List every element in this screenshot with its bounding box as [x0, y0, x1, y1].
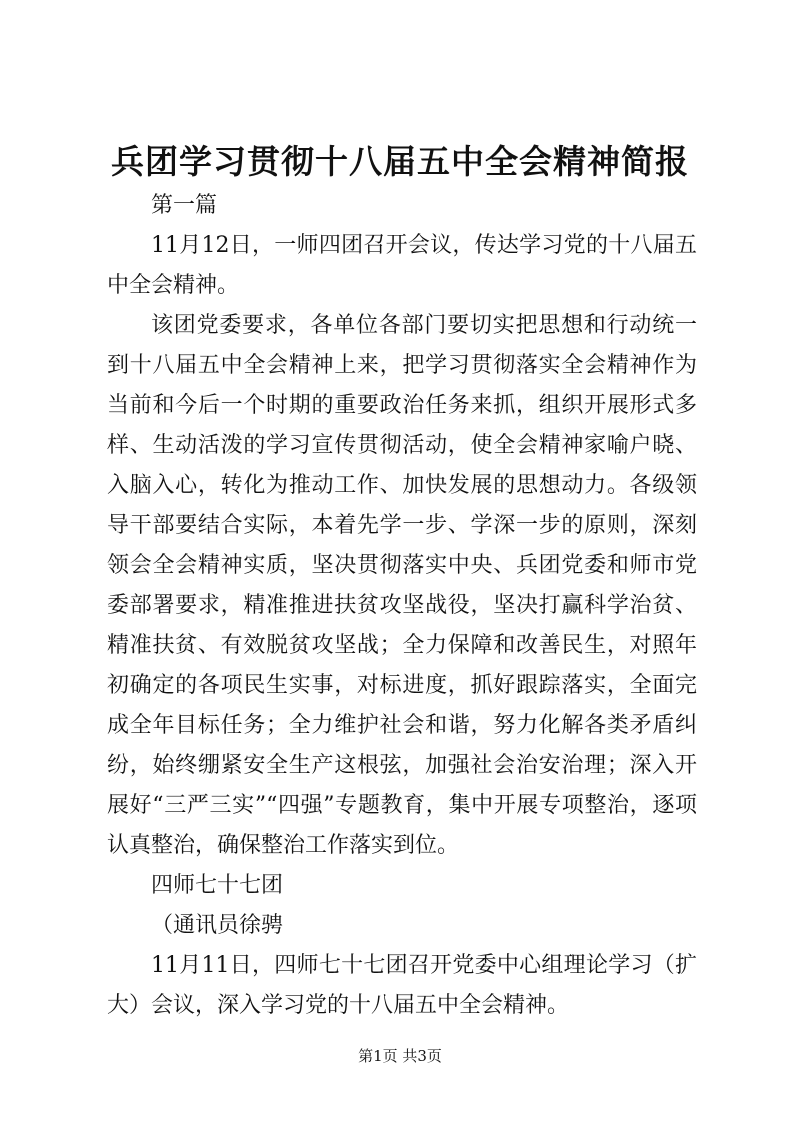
unit-name: 四师七十七团 [151, 873, 284, 898]
page-footer: 第1页 共3页 [358, 1047, 442, 1065]
body-paragraph: 11月11日，四师七十七团召开党委中心组理论学习（扩大）会议，深入学习党的十八届五中全会精神。 [107, 953, 697, 1018]
section-heading: 第一篇 [151, 193, 218, 218]
body-paragraph: 11月12日，一师四团召开会议，传达学习党的十八届五中全会精神。 [107, 233, 697, 298]
correspondent-line: （通讯员徐骋 [151, 913, 284, 938]
document-title: 兵团学习贯彻十八届五中全会精神简报 [111, 142, 689, 181]
document-body [107, 186, 697, 1026]
body-paragraph: 该团党委要求，各单位各部门要切实把思想和行动统一到十八届五中全会精神上来，把学习贯彻落实全会精神作为当前和今后一个时期的重要政治任务来抓，组织开展形式多样、生动活泼的学习宣传贯彻活动，使全会精神家喻户晓、入脑入心，转化为推动工作、加快发展的思想动力。各级领导干部要结合实际，本着先学一步、学深一步的原则，深刻领会全会精神实质，坚决贯彻落实中央、兵团党委和师市党委部署要求，精准推进扶贫攻坚战役，坚决打赢科学治贫、精准扶贫、有效脱贫攻坚战；全力保障和改善民生，对照年初确定的各项民生实事，对标进度，抓好跟踪落实，全面完成全年目标任务；全力维护社会和谐，努力化解各类矛盾纠纷，始终绷紧安全生产这根弦，加强社会治安治理；深入开展好“三严三实”“四强”专题教育，集中开展专项整治，逐项认真整治，确保整治工作落实到位。 [107, 313, 697, 858]
